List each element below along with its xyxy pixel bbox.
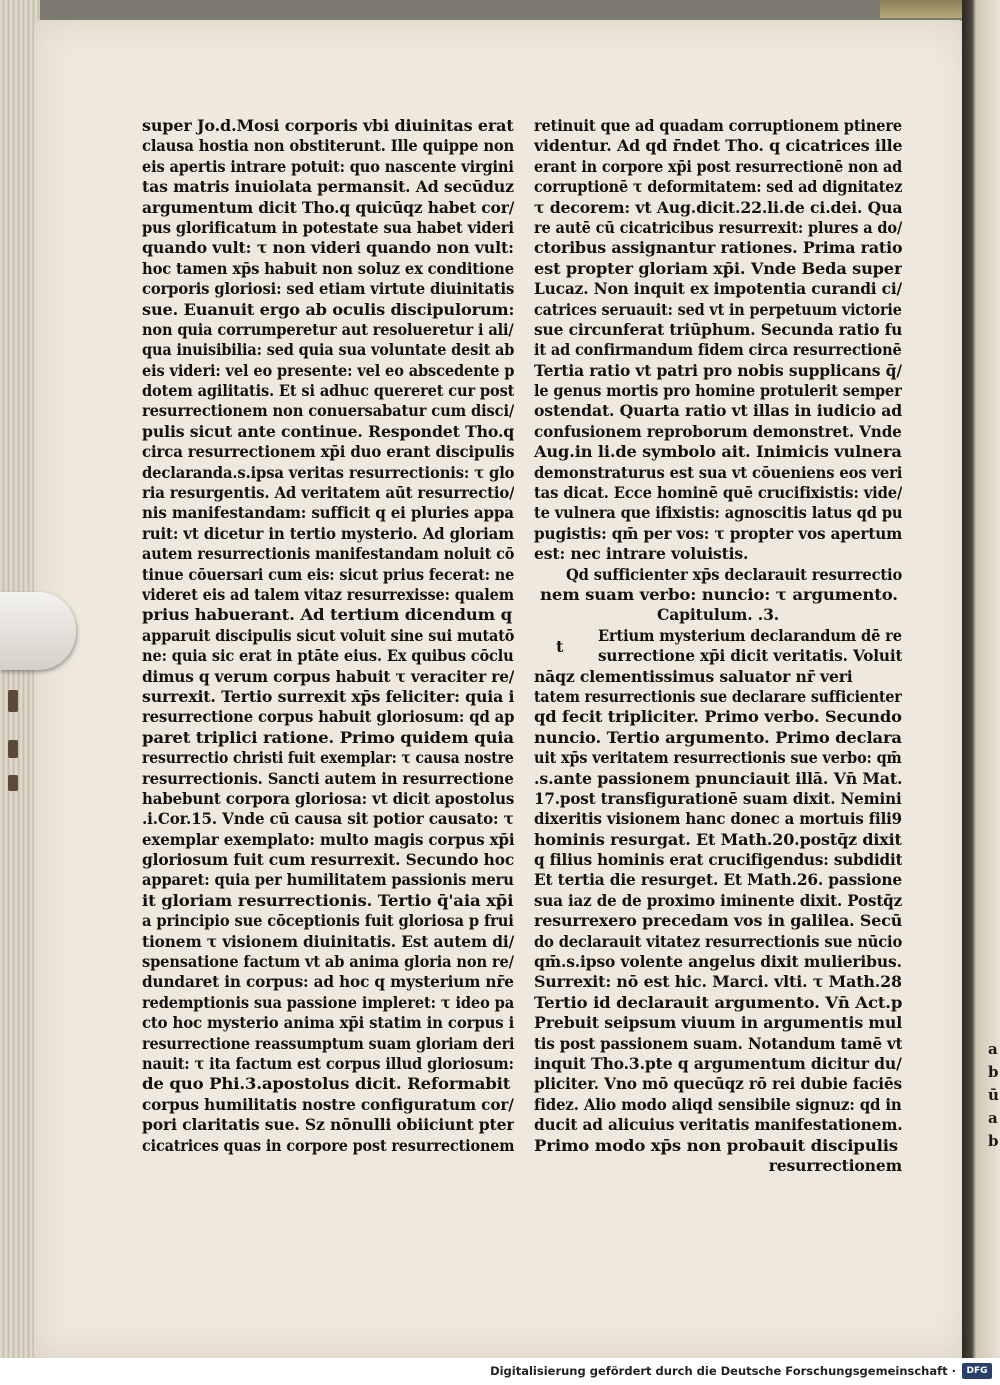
chapter-heading: Capitulum. .3. bbox=[656, 605, 780, 625]
text-line: ostendat. Quarta ratio vt illas in iudicio ad bbox=[534, 401, 902, 421]
text-line: it gloriam resurrectionis. Tertio q̄'aia xp̄i bbox=[142, 890, 514, 910]
text-line: resurrectionem non conuersabatur cum disci/ bbox=[142, 401, 514, 421]
text-line: eis apertis intrare potuit: quo nascente virgini bbox=[142, 156, 514, 176]
text-line: Tertio id declarauit argumento. Vn̄ Act.p bbox=[534, 992, 902, 1012]
text-line: resurrexero precedam vos in galilea. Secū bbox=[534, 911, 902, 931]
text-line: re autē cū cicatricibus resurrexit: plures a do/ bbox=[534, 217, 902, 237]
text-line: pliciter. Vno mō quecūqz rō rei dubie faciēs bbox=[534, 1074, 902, 1094]
text-line: declaranda.s.ipsa veritas resurrectionis: τ glo bbox=[142, 462, 514, 482]
right-text-column bbox=[534, 116, 902, 1176]
text-line: exemplar exemplato: multo magis corpus xp̄i bbox=[142, 829, 514, 849]
text-line: circa resurrectionem xp̄i duo erant discipulis bbox=[142, 442, 514, 462]
footer-bar bbox=[0, 1358, 1000, 1385]
text-line: cicatrices quas in corpore post resurrectionem bbox=[142, 1135, 514, 1155]
text-line: τ decorem: vt Aug.dicit.22.li.de ci.dei. Qua bbox=[534, 197, 902, 217]
text-line: clausa hostia non obstiterunt. Ille quippe non bbox=[142, 136, 514, 156]
text-line: pulis sicut ante continue. Respondet Tho.q bbox=[142, 421, 514, 441]
text-line: tas matris inuiolata permansit. Ad secūduz bbox=[142, 177, 514, 197]
text-line: fidez. Alio modo aliqd sensibile signuz: qd in bbox=[534, 1094, 902, 1114]
edge-mark bbox=[8, 740, 18, 758]
text-line: dixeritis visionem hanc donec a mortuis fili9 bbox=[534, 809, 902, 829]
text-line: corpus humilitatis nostre configuratum cor/ bbox=[142, 1094, 514, 1114]
text-line: resurrectio christi fuit exemplar: τ causa nostre bbox=[142, 748, 514, 768]
text-line: it ad confirmandum fidem circa resurrectionē bbox=[534, 340, 902, 360]
text-line: surrexit. Tertio surrexit xp̄s feliciter: quia i bbox=[142, 686, 514, 706]
text-line: pugistis: qm̄ per vos: τ propter vos apertum bbox=[534, 523, 902, 543]
text-line: corruptionē τ deformitatem: sed ad dignitatez bbox=[534, 177, 902, 197]
text-line: de quo Phi.3.apostolus dicit. Reformabit bbox=[142, 1074, 511, 1094]
text-line: apparet: quia per humilitatem passionis meru bbox=[142, 870, 514, 890]
margin-fragment: b bbox=[988, 1063, 999, 1081]
text-line: Surrexit: nō est hic. Marci. vlti. τ Math.28 bbox=[534, 972, 902, 992]
text-line: nauit: τ ita factum est corpus illud gloriosum: bbox=[142, 1053, 514, 1073]
text-line: le genus mortis pro homine protulerit semper bbox=[534, 381, 902, 401]
text-line: Lucaz. Non inquit ex impotentia curandi ci/ bbox=[534, 279, 902, 299]
text-line: habebunt corpora gloriosa: vt dicit apostolus bbox=[142, 788, 514, 808]
text-line: ne: quia sic erat in ptāte eius. Ex quibus cōclu bbox=[142, 646, 514, 666]
text-line: prius habuerant. Ad tertium dicendum q bbox=[142, 605, 512, 625]
text-line: dotem agilitatis. Et si adhuc quereret cur post bbox=[142, 381, 514, 401]
text-line: inquit Tho.3.pte q argumentum dicitur du/ bbox=[534, 1053, 902, 1073]
text-line: est: nec intrare voluistis. bbox=[534, 544, 749, 564]
edge-mark bbox=[8, 775, 18, 791]
text-line: tas dicat. Ecce hominē quē crucifixistis: vide/ bbox=[534, 483, 902, 503]
text-line: hominis resurgat. Et Math.20.postq̄z dixit bbox=[534, 829, 902, 849]
text-line: confusionem reproborum demonstret. Vnde bbox=[534, 421, 902, 441]
text-line: videntur. Ad qd r̄ndet Tho. q cicatrices ille bbox=[534, 136, 902, 156]
text-line: redemptionis sua passione impleret: τ ideo pa bbox=[142, 992, 514, 1012]
text-line: Aug.in li.de symbolo ait. Inimicis vulnera bbox=[534, 442, 902, 462]
right-column-bottom bbox=[534, 667, 902, 1156]
text-line: quando vult: τ non videri quando non vult: bbox=[142, 238, 514, 258]
text-line: sue. Euanuit ergo ab oculis discipulorum: bbox=[142, 299, 514, 319]
text-line: q filius hominis erat crucifigendus: subdidit bbox=[534, 850, 902, 870]
text-line: super Jo.d.Mosi corporis vbi diuinitas erat bbox=[142, 116, 514, 135]
text-line: cto hoc mysterio anima xp̄i statim in corpus i bbox=[142, 1013, 514, 1033]
text-line: dundaret in corpus: ad hoc q mysterium nr̄e bbox=[142, 972, 514, 992]
text-line: ruit: vt dicetur in tertio mysterio. Ad gloriam bbox=[142, 523, 514, 543]
text-line: est propter gloriam xp̄i. Vnde Beda super bbox=[534, 258, 902, 278]
text-line: Et tertia die resurget. Et Math.26. passione bbox=[534, 870, 902, 890]
text-line: videret eis ad talem vitaz resurrexisse: qualem bbox=[142, 584, 514, 604]
text-line: Ertium mysterium declarandum dē re bbox=[598, 625, 902, 645]
text-line: Primo modo xp̄s non probauit discipulis bbox=[534, 1135, 898, 1155]
text-line: corporis gloriosi: sed etiam virtute diuinitatis bbox=[142, 279, 514, 299]
right-column-top bbox=[534, 116, 902, 565]
text-line: tatem resurrectionis sue declarare sufficienter bbox=[534, 686, 902, 706]
text-line: qm̄.s.ipso volente angelus dixit mulieribus. bbox=[534, 952, 902, 972]
text-line: nem suam verbo: nuncio: τ argumento. bbox=[540, 584, 898, 604]
text-line: gloriosum fuit cum resurrexit. Secundo hoc bbox=[142, 850, 514, 870]
text-line: nuncio. Tertio argumento. Primo declara bbox=[534, 727, 902, 747]
text-line: resurrectione reassumptum suam gloriam deri bbox=[142, 1033, 514, 1053]
text-line: ducit ad alicuius veritatis manifestationem. bbox=[534, 1115, 902, 1135]
margin-fragment: ū bbox=[988, 1086, 999, 1104]
text-line: nis manifestandam: sufficit q ei pluries appa bbox=[142, 503, 514, 523]
text-line: qd fecit tripliciter. Primo verbo. Secundo bbox=[534, 707, 902, 727]
text-line: resurrectione corpus habuit gloriosum: qd ap bbox=[142, 707, 514, 727]
text-line: tinue cōuersari cum eis: sicut prius fecerat: ne bbox=[142, 564, 514, 584]
edge-mark bbox=[8, 690, 18, 712]
text-line: autem resurrectionis manifestandam noluit cō bbox=[142, 544, 514, 564]
text-line: Qd sufficienter xp̄s declarauit resurrectio bbox=[566, 564, 902, 584]
text-line: erant in corpore xp̄i post resurrectionē non ad bbox=[534, 156, 902, 176]
text-line: Tertia ratio vt patri pro nobis supplicans q̄/ bbox=[534, 360, 902, 380]
left-text-column bbox=[142, 116, 514, 1156]
text-line: apparuit discipulis sicut voluit sine sui mutatō bbox=[142, 625, 514, 645]
text-line: a principio sue cōceptionis fuit gloriosa p frui bbox=[142, 911, 514, 931]
text-line: do declarauit vitatez resurrectionis sue nūcio bbox=[534, 931, 902, 951]
text-line: tis post passionem suam. Notandum tamē vt bbox=[534, 1033, 902, 1053]
text-line: pus glorificatum in potestate sua habet videri bbox=[142, 217, 514, 237]
margin-fragment: a bbox=[988, 1040, 998, 1058]
text-line: Prebuit seipsum viuum in argumentis mul bbox=[534, 1013, 902, 1033]
text-line: surrectione xp̄i dicit veritatis. Voluit bbox=[598, 646, 902, 666]
text-line: qua inuisibilia: sed quia sua voluntate desit ab bbox=[142, 340, 514, 360]
margin-fragment: a bbox=[988, 1109, 998, 1127]
text-line: te vulnera que ifixistis: agnoscitis latus qd pu bbox=[534, 503, 902, 523]
text-line: catrices seruauit: sed vt in perpetuum victorie bbox=[534, 299, 902, 319]
text-line: ctoribus assignantur rationes. Prima ratio bbox=[534, 238, 902, 258]
catchword: resurrectionem bbox=[768, 1155, 902, 1175]
text-line: .s.ante passionem pnunciauit illā. Vn̄ Mat. bbox=[534, 768, 902, 788]
text-line: dimus q verum corpus habuit τ veraciter re/ bbox=[142, 666, 514, 686]
text-line: retinuit que ad quadam corruptionem ptinere bbox=[534, 116, 902, 135]
text-line: 17.post transfigurationē suam dixit. Nemini bbox=[534, 788, 902, 808]
text-line: nāqz clementissimus saluator nr̄ veri bbox=[534, 666, 853, 686]
text-line: sua iaz de de proximo iminente dixit. Postq̄z bbox=[534, 890, 902, 910]
text-line: hoc tamen xp̄s habuit non soluz ex conditione bbox=[142, 258, 514, 278]
text-line: paret triplici ratione. Primo quidem quia bbox=[142, 727, 514, 747]
text-line: ria resurgentis. Ad veritatem aūt resurrectio/ bbox=[142, 483, 514, 503]
text-line: spensatione factum vt ab anima gloria non re/ bbox=[142, 952, 514, 972]
text-line: non quia corrumperetur aut resolueretur i ali/ bbox=[142, 319, 514, 339]
text-line: demonstraturus est sua vt cōueniens eos veri bbox=[534, 462, 902, 482]
chapter-initial-guide-letter: t bbox=[556, 637, 564, 656]
text-line: eis videri: vel eo presente: vel eo abscedente p bbox=[142, 360, 514, 380]
margin-fragment: b bbox=[988, 1132, 999, 1150]
text-line: resurrectionis. Sancti autem in resurrectione bbox=[142, 768, 514, 788]
text-line: argumentum dicit Tho.q quicūqz habet cor/ bbox=[142, 197, 514, 217]
text-line: pori claritatis sue. Sz nōnulli obiiciunt pter bbox=[142, 1115, 514, 1135]
text-line: sue circunferat triūphum. Secunda ratio fu bbox=[534, 319, 902, 339]
dfg-logo: DFG bbox=[962, 1363, 992, 1379]
text-line: tionem τ visionem diuinitatis. Est autem di/ bbox=[142, 931, 514, 951]
text-line: .i.Cor.15. Vnde cū causa sit potior causato: τ bbox=[142, 809, 514, 829]
fore-edge bbox=[962, 0, 1000, 1358]
book-clip bbox=[0, 592, 76, 670]
footer-credit: Digitalisierung gefördert durch die Deutsche Forschungsgemeinschaft · bbox=[490, 1364, 956, 1378]
text-line: uit xp̄s veritatem resurrectionis sue verbo: qm̄ bbox=[534, 748, 902, 768]
